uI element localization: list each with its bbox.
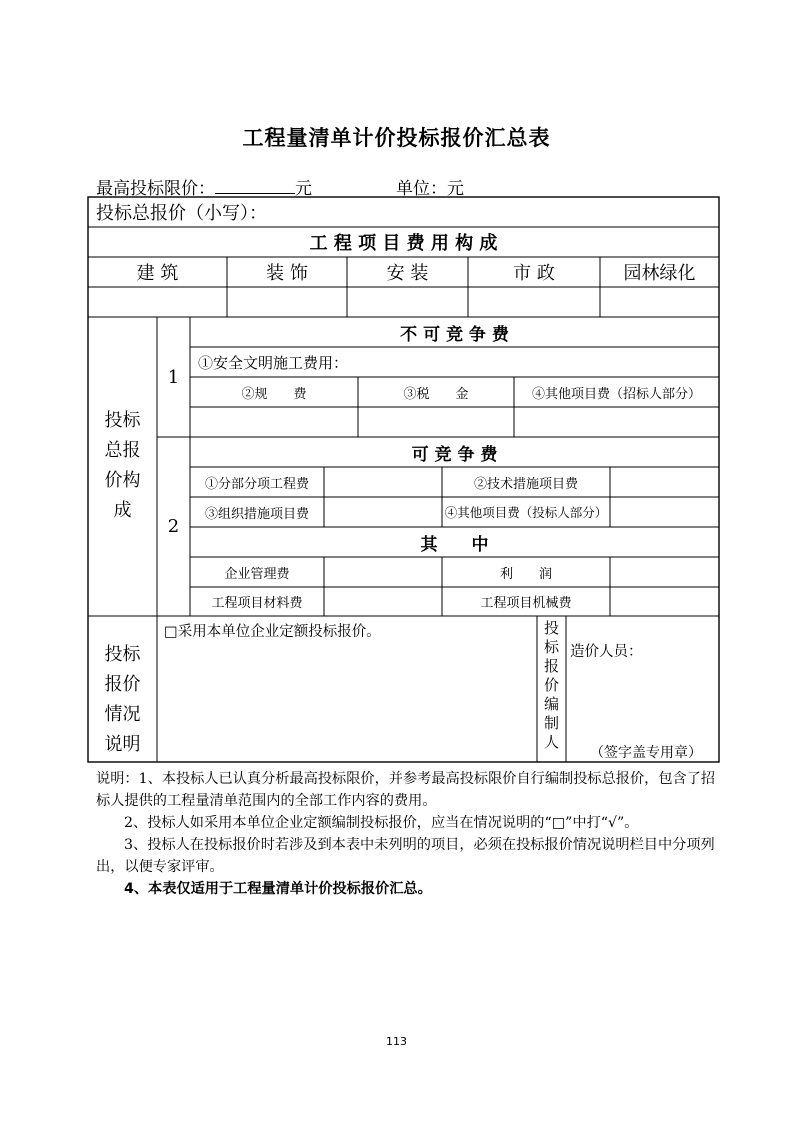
note-4: 4、本表仅适用于工程量清单计价投标报价汇总。 bbox=[124, 881, 432, 897]
regulatory-fee-value[interactable] bbox=[190, 407, 358, 437]
seal-label: （签字盖专用章） bbox=[590, 745, 702, 761]
composition-side-label: 投标 总报 价构 成 bbox=[104, 410, 141, 521]
section2-title: 可 竞 争 费 bbox=[411, 444, 498, 465]
machinery-fee-value[interactable] bbox=[610, 587, 719, 616]
profit-label: 利 润 bbox=[499, 566, 552, 582]
cost-staff-label: 造价人员： bbox=[570, 644, 643, 660]
value-decoration[interactable] bbox=[227, 287, 347, 317]
category-decoration: 装 饰 bbox=[266, 263, 308, 284]
profit-value[interactable] bbox=[610, 557, 719, 587]
other-fee-bidder-label: ④其他项目费（投标人部分） bbox=[444, 505, 608, 520]
composition-title: 工 程 项 目 费 用 构 成 bbox=[309, 233, 498, 254]
note-2: 2、投标人如采用本单位企业定额编制投标报价，应当在情况说明的“□”中打“√”。 bbox=[124, 815, 639, 831]
other-fee-tenderer-label: ④其他项目费（招标人部分） bbox=[531, 386, 701, 402]
value-landscaping[interactable] bbox=[600, 287, 719, 317]
material-fee-value[interactable] bbox=[324, 587, 442, 616]
section2-subtitle: 其 中 bbox=[420, 534, 489, 555]
page-number: 113 bbox=[386, 1035, 407, 1048]
category-landscaping: 园林绿化 bbox=[623, 263, 696, 284]
unit-label: 单位：元 bbox=[396, 179, 464, 199]
management-fee-label: 企业管理费 bbox=[224, 566, 290, 582]
enterprise-quota-checkbox[interactable]: □采用本单位企业定额投标报价。 bbox=[164, 624, 381, 640]
technical-measure-label: ②技术措施项目费 bbox=[473, 476, 578, 492]
value-construction[interactable] bbox=[88, 287, 227, 317]
section1-number: 1 bbox=[167, 366, 180, 388]
notes bbox=[96, 768, 716, 900]
management-fee-value[interactable] bbox=[324, 557, 442, 587]
total-price-label: 投标总报价（小写）： bbox=[96, 203, 267, 224]
page-title: 工程量清单计价投标报价汇总表 bbox=[242, 126, 551, 150]
section2-number: 2 bbox=[167, 516, 180, 537]
subitem-fee-label: ①分部分项工程费 bbox=[204, 476, 309, 492]
tax-value[interactable] bbox=[358, 407, 514, 437]
remarks-side-label: 投标 报价 情况 说明 bbox=[104, 644, 141, 755]
note-3: 3、投标人在投标报价时若涉及到本表中未列明的项目，必须在投标报价情况说明栏目中分项列出，以便专家评审。 bbox=[96, 837, 715, 875]
technical-measure-value[interactable] bbox=[610, 467, 719, 497]
organization-measure-value[interactable] bbox=[324, 497, 442, 527]
tax-label: ③税 金 bbox=[403, 386, 469, 402]
section1-title: 不 可 竞 争 费 bbox=[400, 324, 509, 345]
organization-measure-label: ③组织措施项目费 bbox=[204, 506, 309, 522]
value-municipal[interactable] bbox=[468, 287, 600, 317]
material-fee-label: 工程项目材料费 bbox=[211, 596, 303, 611]
category-installation: 安 装 bbox=[386, 263, 429, 284]
value-installation[interactable] bbox=[347, 287, 468, 317]
note-1: 说明：1、本投标人已认真分析最高投标限价，并参考最高投标限价自行编制投标总报价，包含了招标人提供的工程量清单范围内的全部工作内容的费用。 bbox=[96, 771, 716, 809]
regulatory-fee-label: ②规 费 bbox=[241, 386, 307, 402]
safety-fee-label: ①安全文明施工费用： bbox=[198, 353, 349, 372]
max-price-unit: 元 bbox=[295, 179, 312, 199]
other-fee-tenderer-value[interactable] bbox=[514, 407, 719, 437]
other-fee-bidder-value[interactable] bbox=[610, 497, 719, 527]
category-construction: 建 筑 bbox=[136, 263, 179, 284]
category-municipal: 市 政 bbox=[513, 263, 555, 284]
machinery-fee-label: 工程项目机械费 bbox=[480, 596, 572, 611]
max-price-label: 最高投标限价： bbox=[96, 179, 215, 199]
preparer-label: 投 标 报 价 编 制 人 bbox=[543, 619, 559, 751]
subitem-fee-value[interactable] bbox=[324, 467, 442, 497]
